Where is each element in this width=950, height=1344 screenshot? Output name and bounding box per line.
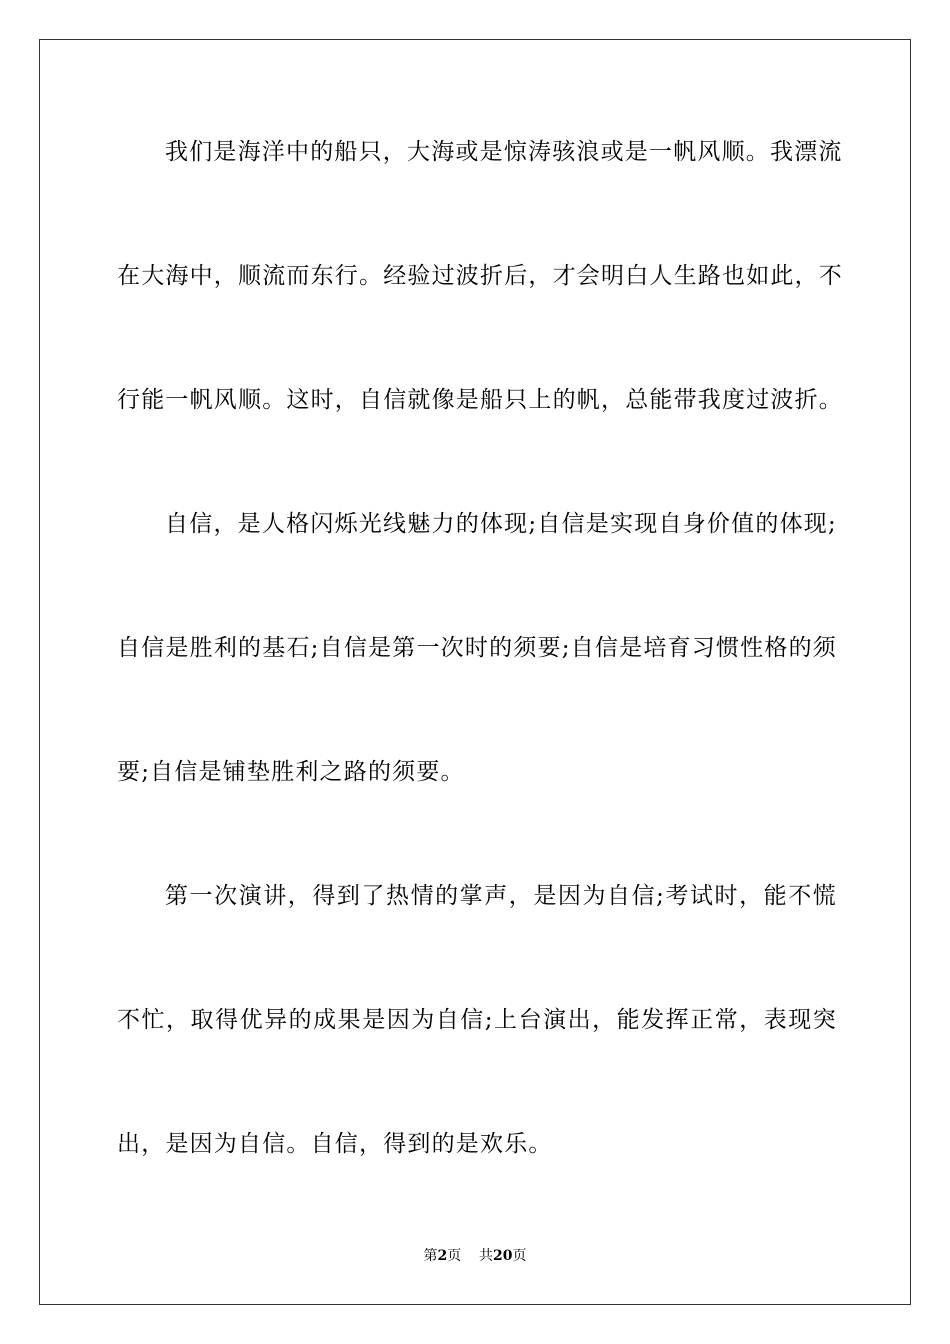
page-footer: [0, 1247, 950, 1265]
paragraph-2-line-2: 自信是胜利的基石;自信是第一次时的须要;自信是培育习惯性格的须: [117, 635, 837, 661]
paragraph-3-line-1: 第一次演讲，得到了热情的掌声，是因为自信;考试时，能不慌: [165, 883, 837, 909]
page-border: [39, 39, 911, 1305]
paragraph-2-line-1: 自信，是人格闪烁光线魅力的体现;自信是实现自身价值的体现;: [165, 511, 837, 537]
paragraph-3-line-3: 出，是因为自信。自信，得到的是欢乐。: [117, 1131, 553, 1157]
paragraph-2-line-3: 要;自信是铺垫胜利之路的须要。: [117, 759, 465, 785]
paragraph-1-line-1: 我们是海洋中的船只，大海或是惊涛骇浪或是一帆风顺。我漂流: [165, 139, 843, 165]
page-prefix: 第: [423, 1248, 438, 1264]
paragraph-1-line-3: 行能一帆风顺。这时，自信就像是船只上的帆，总能带我度过波折。: [117, 387, 843, 413]
total-suffix: 页: [512, 1248, 527, 1264]
page-suffix: 页: [447, 1248, 462, 1264]
paragraph-1-line-2: 在大海中，顺流而东行。经验过波折后，才会明白人生路也如此，不: [117, 263, 843, 289]
paragraph-3-line-2: 不忙，取得优异的成果是因为自信;上台演出，能发挥正常，表现突: [117, 1007, 837, 1033]
page-number: 2: [437, 1248, 448, 1264]
total-prefix: 共: [479, 1248, 494, 1264]
total-pages: 20: [493, 1248, 513, 1264]
